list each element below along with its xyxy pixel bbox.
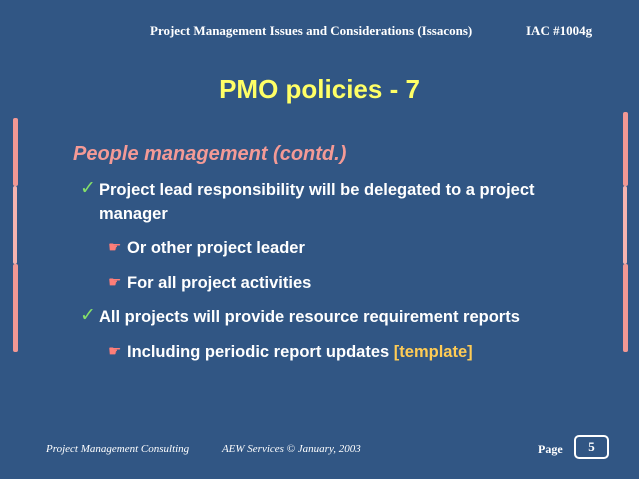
bullet-2 <box>80 305 520 329</box>
bullet-1 <box>80 178 535 226</box>
check-icon: ✓ <box>80 305 96 326</box>
pointing-hand-icon: ☛ <box>108 239 122 256</box>
pointing-hand-icon: ☛ <box>108 343 122 360</box>
right-bar-top <box>623 112 628 186</box>
bullet-1-1 <box>108 236 305 260</box>
bullet-2-text: All projects will provide resource requirement reports <box>99 308 520 326</box>
section-subtitle: People management (contd.) <box>73 143 347 165</box>
bullet-1-1-text: Or other project leader <box>127 239 305 257</box>
bullet-1-text: Project lead responsibility will be delegated to a project <box>99 181 535 199</box>
bullet-1-2-text: For all project activities <box>127 274 312 292</box>
footer-org: Project Management Consulting <box>46 443 190 455</box>
right-bar-bottom <box>623 264 628 352</box>
bullet-1-text-cont: manager <box>99 205 168 223</box>
bullet-2-1 <box>108 340 473 364</box>
slide-code: IAC #1004g <box>526 23 593 38</box>
footer-copyright: AEW Services © January, 2003 <box>221 443 361 455</box>
pointing-hand-icon: ☛ <box>108 274 122 291</box>
page-number-box <box>574 435 609 459</box>
right-bar-middle <box>623 186 627 264</box>
left-bar-middle <box>13 186 17 264</box>
template-link[interactable]: [template] <box>393 343 473 361</box>
slide-title: PMO policies - 7 <box>219 74 420 104</box>
footer <box>46 443 361 455</box>
left-bar-top <box>13 118 18 186</box>
check-icon: ✓ <box>80 178 96 199</box>
left-bar-bottom <box>13 264 18 352</box>
course-title: Project Management Issues and Considerations (Issacons) <box>150 23 473 38</box>
page-label: Page <box>538 442 563 456</box>
bullet-1-2 <box>108 271 312 295</box>
bullet-2-1-text: Including periodic report updates <box>127 343 394 361</box>
page-number: 5 <box>588 439 595 454</box>
